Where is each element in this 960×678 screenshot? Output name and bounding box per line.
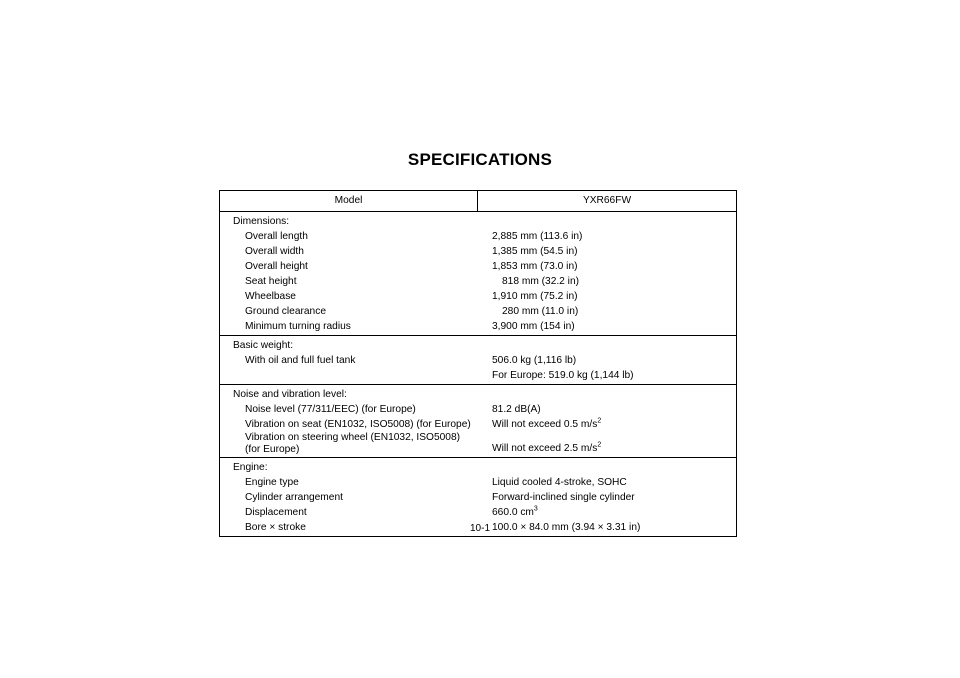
row-value: Forward-inclined single cylinder <box>492 492 635 503</box>
dimensions-section <box>220 212 736 336</box>
row-value: 3,900 mm (154 in) <box>492 321 575 332</box>
row-value: 2,885 mm (113.6 in) <box>492 231 583 242</box>
row-label: Bore × stroke <box>245 522 306 533</box>
row-value: 1,853 mm (73.0 in) <box>492 261 578 272</box>
table-header <box>220 191 736 212</box>
table-row <box>220 319 736 334</box>
value-text: 660.0 cm <box>492 507 534 518</box>
table-row <box>220 368 736 383</box>
row-label: With oil and full fuel tank <box>245 355 356 366</box>
label-line: (for Europe) <box>245 444 300 455</box>
section-heading: Basic weight: <box>233 340 294 351</box>
row-label: Seat height <box>245 276 297 287</box>
value-main: Will not exceed 2.5 m/s <box>492 443 598 454</box>
row-value <box>478 505 736 520</box>
weight-section <box>220 336 736 385</box>
table-row <box>220 490 736 505</box>
section-heading: Engine: <box>233 462 268 473</box>
table-row <box>220 244 736 259</box>
table-row <box>220 259 736 274</box>
row-value: 81.2 dB(A) <box>492 404 541 415</box>
row-label: Wheelbase <box>245 291 296 302</box>
table-row <box>220 402 736 417</box>
section-heading: Dimensions: <box>233 216 290 227</box>
row-label <box>220 432 478 456</box>
row-value: For Europe: 519.0 kg (1,144 lb) <box>492 370 634 381</box>
row-value: 1,910 mm (75.2 in) <box>492 291 578 302</box>
page-number: 10-1 <box>469 523 490 534</box>
row-label: Noise level (77/311/EEC) (for Europe) <box>245 404 416 415</box>
superscript: 2 <box>597 441 602 449</box>
row-value <box>478 432 736 456</box>
row-label: Overall width <box>245 246 304 257</box>
row-value: 100.0 × 84.0 mm (3.94 × 3.31 in) <box>492 522 641 533</box>
row-value <box>478 417 736 432</box>
row-label: Displacement <box>245 507 307 518</box>
superscript: 2 <box>597 417 602 425</box>
table-row <box>220 304 736 319</box>
row-label: Cylinder arrangement <box>245 492 343 503</box>
row-label: Overall height <box>245 261 308 272</box>
table-row <box>220 353 736 368</box>
row-label-empty <box>220 368 478 383</box>
row-label: Overall length <box>245 231 308 242</box>
row-value: 1,385 mm (54.5 in) <box>492 246 578 257</box>
table-row <box>220 505 736 520</box>
label-line: Vibration on steering wheel (EN1032, ISO5008) <box>245 432 461 443</box>
section-heading: Noise and vibration level: <box>233 389 347 400</box>
table-row <box>220 289 736 304</box>
table-row <box>220 417 736 432</box>
row-label: Vibration on seat (EN1032, ISO5008) (for Europe) <box>245 419 471 430</box>
row-value: 818 mm (32.2 in) <box>502 276 580 287</box>
page-title: SPECIFICATIONS <box>407 150 553 169</box>
row-value: 506.0 kg (1,116 lb) <box>492 355 577 366</box>
table-row <box>220 274 736 289</box>
value-text: Will not exceed 0.5 m/s <box>492 419 598 430</box>
row-label: Ground clearance <box>245 306 326 317</box>
row-value: 280 mm (11.0 in) <box>502 306 579 317</box>
header-model-label: Model <box>220 191 478 211</box>
row-label: Minimum turning radius <box>245 321 351 332</box>
table-row <box>220 432 736 456</box>
value-text <box>492 441 601 456</box>
row-label: Engine type <box>245 477 299 488</box>
table-row <box>220 475 736 490</box>
specifications-table <box>219 190 737 537</box>
superscript: 3 <box>533 505 538 513</box>
noise-vibration-section <box>220 385 736 458</box>
row-value: Liquid cooled 4-stroke, SOHC <box>492 477 627 488</box>
header-model-value: YXR66FW <box>582 195 632 206</box>
table-row <box>220 229 736 244</box>
